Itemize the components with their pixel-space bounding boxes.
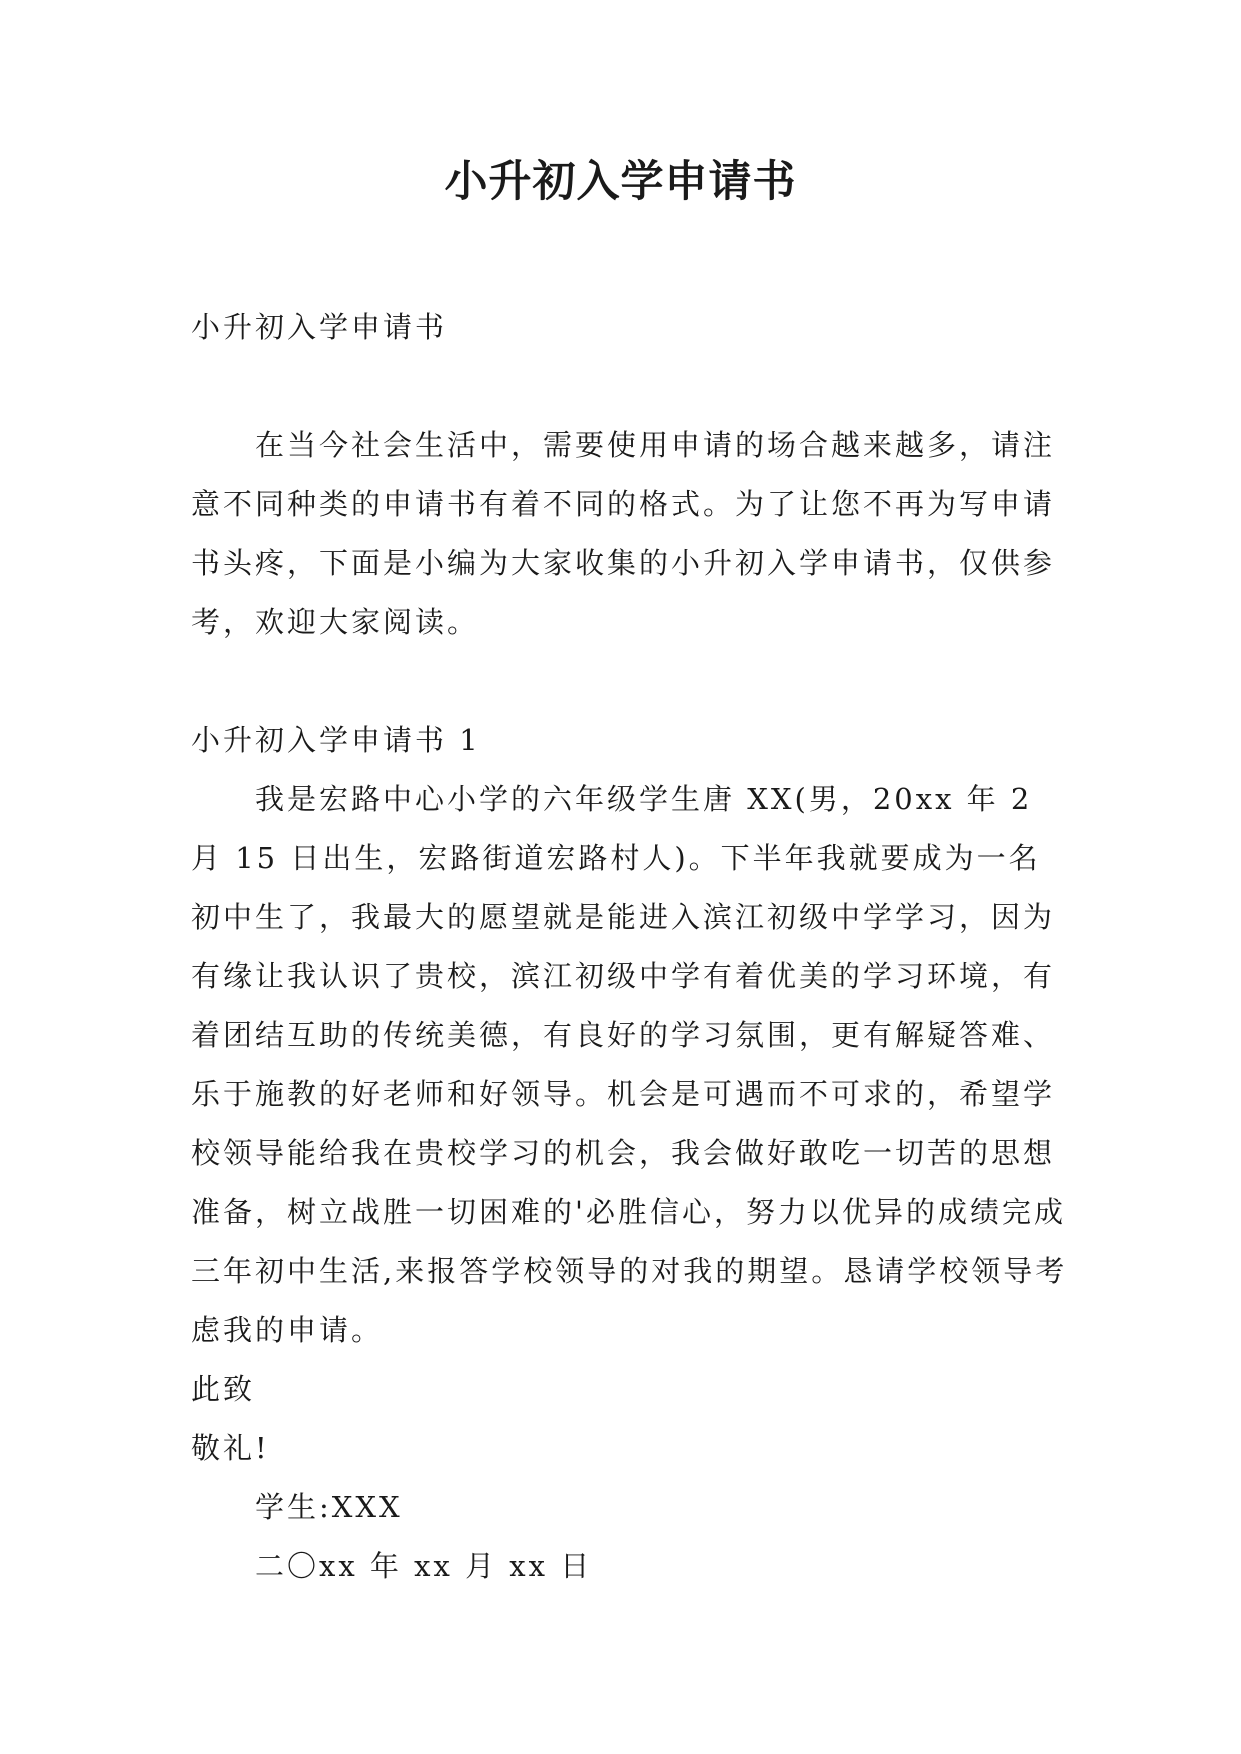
subtitle: 小升初入学申请书 xyxy=(191,310,448,344)
section-heading: 小升初入学申请书 1 xyxy=(191,723,481,757)
document-body xyxy=(191,298,1071,1596)
date: 二〇xx 年 xx 月 xx 日 xyxy=(255,1549,593,1583)
closing-salutation: 此致 xyxy=(191,1372,256,1406)
signature: 学生:XXX xyxy=(255,1490,403,1524)
body-paragraph: 我是宏路中心小学的六年级学生唐 XX(男，20xx 年 2 月 15 日出生，宏路街道宏路村人)。下半年我就要成为一名初中生了，我最大的愿望就是能进入滨江初级中学学习，因为有缘让我认识了贵校，滨江初级中学有着优美的学习环境，有着团结互助的传统美德，有良好的学习氛围，更有解疑答难、乐于施教的好老师和好领导。机会是可遇而不可求的，希望学校领导能给我在贵校学习的机会，我会做好敢吃一切苦的思想准备，树立战胜一切困难的'必胜信心，努力以优异的成绩完成三年初中生活,来报答学校领导的对我的期望。恳请学校领导考虑我的申请。 xyxy=(191,782,1068,1347)
closing-regards: 敬礼! xyxy=(191,1431,270,1465)
intro-paragraph: 在当今社会生活中，需要使用申请的场合越来越多，请注意不同种类的申请书有着不同的格式。为了让您不再为写申请书头疼，下面是小编为大家收集的小升初入学申请书，仅供参考，欢迎大家阅读。 xyxy=(191,428,1056,639)
document-title: 小升初入学申请书 xyxy=(444,157,797,207)
